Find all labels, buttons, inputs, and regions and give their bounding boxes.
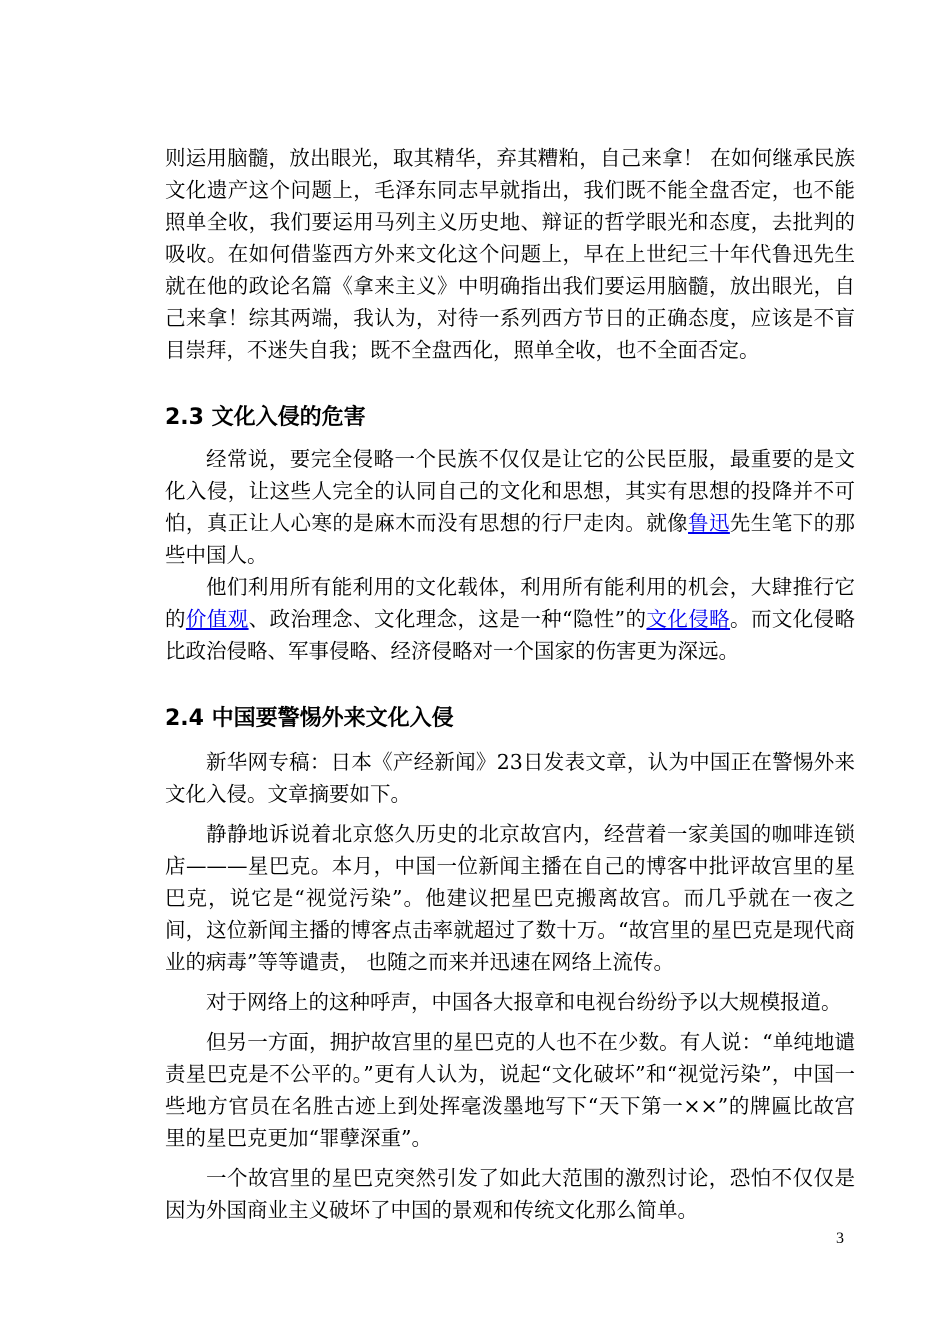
paragraph-2-3-2 xyxy=(165,571,855,667)
paragraph-text: 、政治理念、文化理念，这是一种“隐性”的 xyxy=(248,607,647,631)
section-heading-2-3: 2.3 文化入侵的危害 xyxy=(165,405,366,430)
paragraph-2-4-5: 一个故宫里的星巴克突然引发了如此大范围的激烈讨论，恐怕不仅仅是因为外国商业主义破坏了中国的景观和传统文化那么简单。 xyxy=(165,1166,855,1222)
paragraph-2-4-2: 静静地诉说着北京悠久历史的北京故宫内，经营着一家美国的咖啡连锁店———星巴克。本月，中国一位新闻主播在自己的博客中批评故宫里的星巴克，说它是“视觉污染”。他建议把星巴克搬离故宫。而几乎就在一夜之间，这位新闻主播的博客点击率就超过了数十万。“故宫里的星巴克是现代商业的病毒”等等谴责， 也随之而来并迅速在网络上流传。 xyxy=(165,822,855,974)
paragraph-text: 先生笔下的那些中国人。 xyxy=(165,511,855,567)
link-values[interactable]: 价值观 xyxy=(185,607,249,631)
paragraph-2-4-4: 但另一方面，拥护故宫里的星巴克的人也不在少数。有人说：“单纯地谴责星巴克是不公平的。”更有人认为，说起“文化破坏”和“视觉污染”，中国一些地方官员在名胜古迹上到处挥毫泼墨地写下“天下第一××”的牌匾比故宫里的星巴克更加“罪孽深重”。 xyxy=(165,1030,855,1150)
paragraph-text: 。而文化侵略比政治侵略、军事侵略、经济侵略对一个国家的伤害更为深远。 xyxy=(165,607,856,663)
link-lu-xun[interactable]: 鲁迅 xyxy=(688,511,730,535)
page-number: 3 xyxy=(836,1230,844,1247)
paragraph-text: 经常说，要完全侵略一个民族不仅仅是让它的公民臣服，最重要的是文化入侵，让这些人完全的认同自己的文化和思想，其实有思想的投降并不可怕，真正让人心寒的是麻木而没有思想的行尸走肉。就像 xyxy=(165,447,855,535)
paragraph-text: 他们利用所有能利用的文化载体，利用所有能利用的机会，大肆推行它的 xyxy=(165,575,855,631)
paragraph-2-4-1: 新华网专稿：日本《产经新闻》23日发表文章，认为中国正在警惕外来文化入侵。文章摘要如下。 xyxy=(165,750,855,806)
intro-paragraph: 则运用脑髓，放出眼光，取其精华，弃其糟粕，自己来拿！ 在如何继承民族文化遗产这个问题上，毛泽东同志早就指出，我们既不能全盘否定，也不能照单全收，我们要运用马列主义历史地、辩证的哲学眼光和态度，去批判的吸收。在如何借鉴西方外来文化这个问题上，早在上世纪三十年代鲁迅先生就在他的政论名篇《拿来主义》中明确指出我们要运用脑髓，放出眼光，自己来拿！综其两端，我认为，对待一系列西方节日的正确态度，应该是不盲目崇拜，不迷失自我；既不全盘西化，照单全收，也不全面否定。 xyxy=(165,146,855,362)
document-body xyxy=(165,142,855,1226)
link-cultural-aggression[interactable]: 文化侵略 xyxy=(646,607,731,631)
section-heading-2-4: 2.4 中国要警惕外来文化入侵 xyxy=(165,706,454,731)
paragraph-2-4-3: 对于网络上的这种呼声，中国各大报章和电视台纷纷予以大规模报道。 xyxy=(206,990,842,1014)
paragraph-2-3-1 xyxy=(165,443,855,571)
